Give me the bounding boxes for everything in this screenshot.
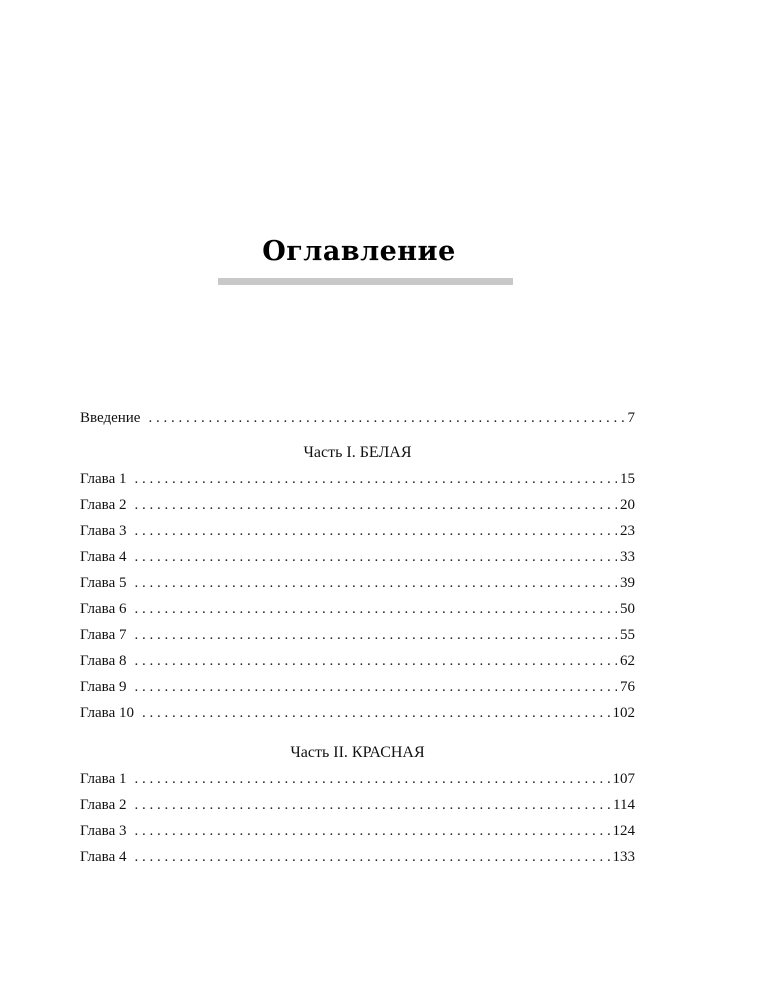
dot-leader	[134, 844, 609, 870]
toc-entry-chapter[interactable]	[80, 622, 635, 648]
toc-entry-page: 102	[612, 705, 635, 721]
dot-leader	[134, 596, 617, 622]
toc-entry-page: 23	[620, 523, 635, 539]
toc-entry-page: 124	[612, 823, 635, 839]
toc-entry-page: 133	[612, 849, 635, 865]
dot-leader	[134, 792, 610, 818]
toc-entry-chapter[interactable]	[80, 518, 635, 544]
part-heading-2: Часть II. КРАСНАЯ	[290, 744, 425, 761]
toc-entry-label: Глава 1	[80, 771, 127, 787]
toc-entry-label: Глава 8	[80, 653, 127, 669]
toc-entry-chapter[interactable]	[80, 492, 635, 518]
toc-entry-intro[interactable]	[80, 405, 635, 431]
toc-entry-chapter[interactable]	[80, 844, 635, 870]
dot-leader	[134, 518, 617, 544]
part-1-chapters	[80, 466, 635, 726]
toc-entry-label: Глава 4	[80, 549, 127, 565]
part-heading-1: Часть I. БЕЛАЯ	[303, 444, 412, 461]
toc-entry-chapter[interactable]	[80, 700, 635, 726]
toc-entry-label: Глава 6	[80, 601, 127, 617]
toc-entry-chapter[interactable]	[80, 570, 635, 596]
toc-entry-page: 114	[613, 797, 635, 813]
toc-entry-label: Глава 7	[80, 627, 127, 643]
dot-leader	[142, 700, 610, 726]
dot-leader	[134, 818, 609, 844]
toc-entry-label: Глава 4	[80, 849, 127, 865]
dot-leader	[134, 492, 617, 518]
toc-entry-page: 55	[620, 627, 635, 643]
toc-entry-label: Введение	[80, 410, 141, 426]
toc-entry-chapter[interactable]	[80, 648, 635, 674]
toc-entry-page: 50	[620, 601, 635, 617]
toc-entry-page: 76	[620, 679, 635, 695]
dot-leader	[134, 622, 617, 648]
toc-entry-page: 7	[627, 410, 635, 426]
toc-entry-label: Глава 3	[80, 823, 127, 839]
toc-entry-page: 20	[620, 497, 635, 513]
toc-entry-label: Глава 2	[80, 797, 127, 813]
toc-entry-label: Глава 1	[80, 471, 127, 487]
toc-entry-chapter[interactable]	[80, 596, 635, 622]
toc-entry-page: 39	[620, 575, 635, 591]
toc-entry-label: Глава 3	[80, 523, 127, 539]
toc-entry-page: 15	[620, 471, 635, 487]
dot-leader	[134, 766, 609, 792]
toc-entry-chapter[interactable]	[80, 792, 635, 818]
toc-entry-chapter[interactable]	[80, 818, 635, 844]
toc-entry-label: Глава 10	[80, 705, 134, 721]
dot-leader	[148, 405, 624, 431]
part-2-chapters	[80, 766, 635, 870]
table-of-contents	[80, 405, 635, 870]
toc-entry-label: Глава 9	[80, 679, 127, 695]
toc-entry-chapter[interactable]	[80, 544, 635, 570]
page-title: Оглавление	[262, 236, 456, 267]
toc-entry-label: Глава 2	[80, 497, 127, 513]
toc-entry-chapter[interactable]	[80, 766, 635, 792]
dot-leader	[134, 570, 617, 596]
toc-entry-label: Глава 5	[80, 575, 127, 591]
toc-entry-chapter[interactable]	[80, 466, 635, 492]
dot-leader	[134, 466, 617, 492]
toc-entry-page: 33	[620, 549, 635, 565]
toc-entry-chapter[interactable]	[80, 674, 635, 700]
toc-entry-page: 107	[612, 771, 635, 787]
dot-leader	[134, 648, 617, 674]
dot-leader	[134, 544, 617, 570]
dot-leader	[134, 674, 617, 700]
toc-entry-page: 62	[620, 653, 635, 669]
title-underline	[218, 278, 513, 285]
